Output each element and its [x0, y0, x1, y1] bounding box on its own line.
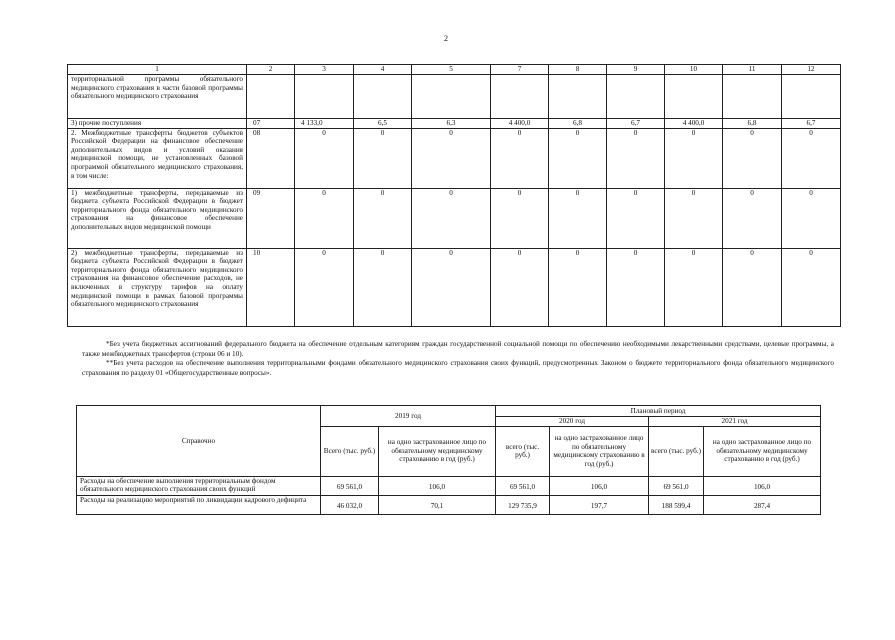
table-cell: 4 133,0: [295, 119, 354, 129]
year-2019-header: 2019 год: [321, 406, 496, 427]
table-cell: [354, 75, 412, 119]
header-cell: 7: [491, 65, 549, 75]
table-cell: 6,3: [412, 119, 491, 129]
table-cell: 188 599,4: [649, 495, 704, 514]
footnote: **Без учета расходов на обеспечение выполнения территориальными фондами обязательного медицинского страхования своих функций, предусмотренных Законом о бюджете территориального фонда обязательного медицинского страхования по разделу 01 «Общегосударственные вопросы».: [82, 359, 834, 377]
col-header: на одно застрахованное лицо по обязательному медицинскому страхованию в год (руб.): [550, 426, 649, 476]
header-cell: 2: [247, 65, 295, 75]
table-cell: 0: [491, 128, 549, 188]
row-description: территориальной программы обязательного медицинского страхования в части базовой программы обязательного медицинского страхования: [68, 75, 247, 119]
table-cell: 0: [723, 128, 782, 188]
table-cell: 0: [491, 188, 549, 248]
table-header-row: [68, 65, 841, 75]
table-cell: 0: [607, 188, 665, 248]
table-cell: 4 400,0: [665, 119, 723, 129]
planned-period-header: Плановый период: [496, 406, 821, 417]
header-cell: 1: [68, 65, 247, 75]
table-cell: 46 032,0: [321, 495, 379, 514]
table-cell: [412, 75, 491, 119]
main-table: [67, 64, 841, 327]
row-code: [247, 75, 295, 119]
table-cell: 0: [607, 128, 665, 188]
table-cell: 0: [607, 248, 665, 326]
header-cell: 10: [665, 65, 723, 75]
table-cell: 0: [782, 188, 841, 248]
table-cell: 0: [295, 128, 354, 188]
table-cell: [607, 75, 665, 119]
table-row: [68, 248, 841, 326]
header-cell: 4: [354, 65, 412, 75]
table-cell: 287,4: [704, 495, 821, 514]
table-row: [68, 188, 841, 248]
table-cell: 6,5: [354, 119, 412, 129]
table-cell: 129 735,9: [496, 495, 550, 514]
header-cell: 8: [549, 65, 607, 75]
table-cell: 0: [412, 128, 491, 188]
col-header: всего (тыс. руб.): [496, 426, 550, 476]
table-cell: 6,8: [723, 119, 782, 129]
ref-row-label: Расходы на обеспечение выполнения территориальным фондом обязательного медицинского страхования своих функций: [77, 476, 321, 495]
table-cell: 0: [491, 248, 549, 326]
table-row: [68, 119, 841, 129]
table-cell: 6,8: [549, 119, 607, 129]
table-cell: [491, 75, 549, 119]
ref-row-label: Расходы на реализацию мероприятий по ликвидации кадрового дефицита: [77, 495, 321, 514]
table-cell: 69 561,0: [496, 476, 550, 495]
table-cell: [782, 75, 841, 119]
table-cell: 0: [782, 248, 841, 326]
table-cell: 0: [549, 128, 607, 188]
table-cell: 0: [665, 188, 723, 248]
table-row: [77, 495, 821, 514]
table-cell: 6,7: [607, 119, 665, 129]
table-cell: 106,0: [704, 476, 821, 495]
row-description: 3) прочие поступления: [68, 119, 247, 129]
row-description: 2. Межбюджетные трансферты бюджетов субъектов Российской Федерации на финансовое обеспечение дополнительных видов и условий оказания медицинской помощи, не установленных базовой программой обязательного медицинского страхования, в том числе:: [68, 128, 247, 188]
header-cell: 12: [782, 65, 841, 75]
year-2020-header: 2020 год: [496, 417, 649, 427]
row-code: 09: [247, 188, 295, 248]
col-header: всего (тыс. руб.): [649, 426, 704, 476]
row-description: 1) межбюджетные трансферты, передаваемые из бюджета субъекта Российской Федерации в бюджет территориального фонда обязательного медицинского страхования на финансовое обеспечение дополнительных видов медицинской помощи: [68, 188, 247, 248]
table-cell: 0: [295, 248, 354, 326]
table-row: [68, 75, 841, 119]
table-cell: 0: [549, 248, 607, 326]
table-cell: 4 400,0: [491, 119, 549, 129]
table-cell: 0: [412, 248, 491, 326]
table-cell: [295, 75, 354, 119]
table-cell: 0: [354, 128, 412, 188]
col-header: на одно застрахованное лицо по обязательному медицинскому страхованию в год (руб.): [379, 426, 496, 476]
table-cell: 0: [782, 128, 841, 188]
row-code: 08: [247, 128, 295, 188]
row-description: 2) межбюджетные трансферты, передаваемые из бюджета субъекта Российской Федерации в бюджет территориального фонда обязательного медицинского страхования на финансовое обеспечение расходов, не включенных в структуру тарифов на оплату медицинской помощи в рамках базовой программы обязательного медицинского страхования: [68, 248, 247, 326]
table-cell: 0: [723, 248, 782, 326]
table-cell: 0: [354, 248, 412, 326]
page-number: 2: [444, 34, 448, 43]
ref-header-row: [77, 406, 821, 417]
header-cell: 5: [412, 65, 491, 75]
table-row: [68, 128, 841, 188]
year-2021-header: 2021 год: [649, 417, 821, 427]
table-cell: 106,0: [550, 476, 649, 495]
table-cell: [723, 75, 782, 119]
header-cell: 9: [607, 65, 665, 75]
col-header: на одно застрахованное лицо по обязательному медицинскому страхованию в год (руб.): [704, 426, 821, 476]
reference-table: [76, 405, 821, 515]
table-cell: 106,0: [379, 476, 496, 495]
table-cell: 0: [412, 188, 491, 248]
footnotes: [82, 340, 834, 378]
table-cell: [549, 75, 607, 119]
table-cell: 69 561,0: [321, 476, 379, 495]
table-row: [77, 476, 821, 495]
table-cell: 0: [665, 248, 723, 326]
ref-label-cell: Справочно: [77, 406, 321, 477]
table-cell: [665, 75, 723, 119]
table-cell: 70,1: [379, 495, 496, 514]
footnote: *Без учета бюджетных ассигнований федерального бюджета на обеспечение отдельным категориям граждан государственной социальной помощи по обеспечению необходимыми лекарственными средствами, целевые программы, а также межбюджетных трансфертов (строки 06 и 10).: [82, 340, 834, 358]
table-cell: 0: [723, 188, 782, 248]
table-cell: 197,7: [550, 495, 649, 514]
header-cell: 3: [295, 65, 354, 75]
header-cell: 11: [723, 65, 782, 75]
row-code: 07: [247, 119, 295, 129]
row-code: 10: [247, 248, 295, 326]
table-cell: 0: [295, 188, 354, 248]
table-cell: 0: [549, 188, 607, 248]
col-header: Всего (тыс. руб.): [321, 426, 379, 476]
table-cell: 0: [665, 128, 723, 188]
table-cell: 0: [354, 188, 412, 248]
table-cell: 69 561,0: [649, 476, 704, 495]
table-cell: 6,7: [782, 119, 841, 129]
